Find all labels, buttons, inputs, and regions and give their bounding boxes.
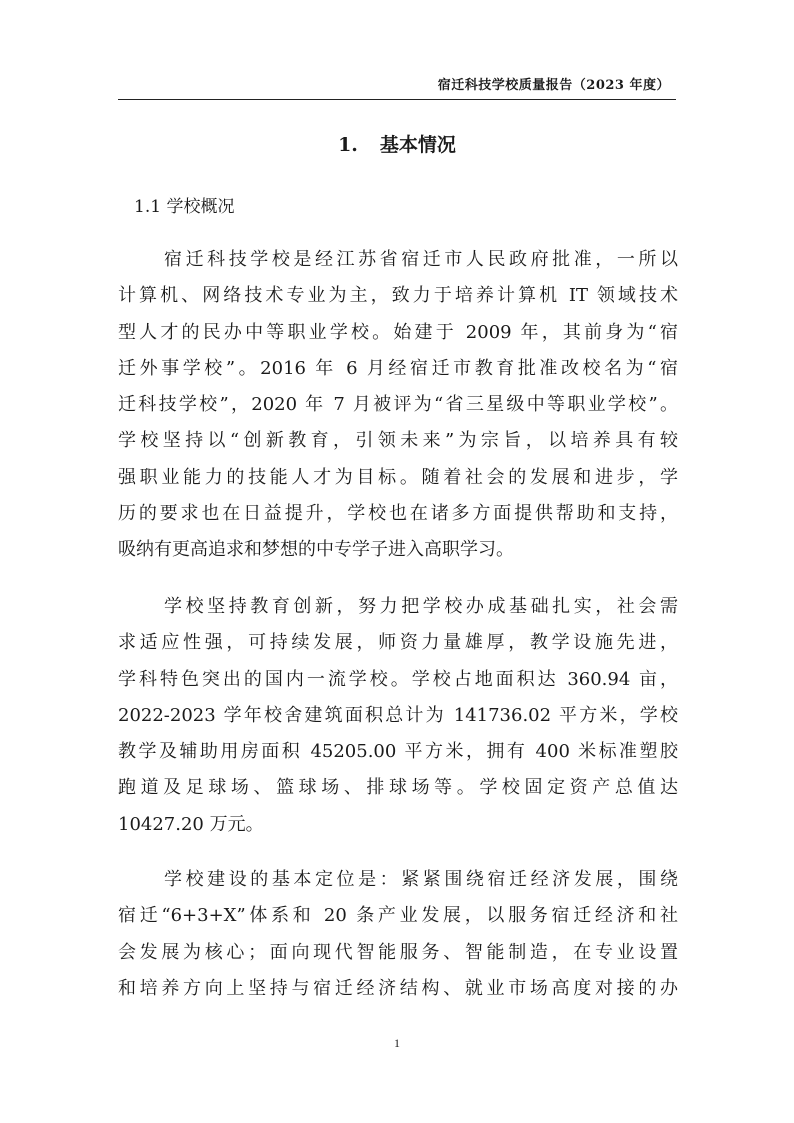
paragraph-facilities <box>118 589 678 843</box>
chapter-title: 基本情况 <box>379 134 456 156</box>
paragraph-line: 2022-2023 学年校舍建筑面积总计为 141736.02 平方米，学校 <box>118 704 678 726</box>
paragraph-line: 学校坚持以“创新教育，引领未来”为宗旨，以培养具有较 <box>118 430 678 452</box>
paragraph-line: 吸纳有更高追求和梦想的中专学子进入高职学习。 <box>118 539 514 561</box>
paragraph-line: 学科特色突出的国内一流学校。学校占地面积达 360.94 亩， <box>118 668 678 690</box>
header-divider <box>118 99 676 100</box>
paragraph-line: 宿迁“6+3+X”体系和 20 条产业发展，以服务宿迁经济和社 <box>118 905 678 927</box>
paragraph-school-overview <box>118 242 678 569</box>
paragraph-line: 学校坚持教育创新，努力把学校办成基础扎实，社会需 <box>164 596 678 617</box>
paragraph-line: 宿迁科技学校是经江苏省宿迁市人民政府批准，一所以 <box>164 249 678 270</box>
paragraph-line: 迁外事学校”。2016 年 6 月经宿迁市教育批准改校名为“宿 <box>118 357 678 379</box>
paragraph-line: 10427.20 万元。 <box>118 813 264 835</box>
paragraph-line: 求适应性强，可持续发展，师资力量雄厚，教学设施先进， <box>118 632 678 654</box>
chapter-heading <box>0 130 794 157</box>
paragraph-line: 型人才的民办中等职业学校。始建于 2009 年，其前身为“宿 <box>118 321 678 343</box>
paragraph-line: 历的要求也在日益提升，学校也在诸多方面提供帮助和支持， <box>118 503 678 525</box>
page-number: 1 <box>394 1036 400 1050</box>
paragraph-line: 跑道及足球场、篮球场、排球场等。学校固定资产总值达 <box>118 777 678 799</box>
paragraph-line: 迁科技学校”，2020 年 7 月被评为“省三星级中等职业学校”。 <box>118 394 678 416</box>
section-heading: 1.1 学校概况 <box>134 197 235 217</box>
paragraph-positioning <box>118 862 678 1007</box>
paragraph-line: 强职业能力的技能人才为目标。随着社会的发展和进步，学 <box>118 466 678 488</box>
paragraph-line: 计算机、网络技术专业为主，致力于培养计算机 IT 领域技术 <box>118 285 678 307</box>
chapter-number: 1. <box>338 134 358 156</box>
paragraph-line: 会发展为核心；面向现代智能服务、智能制造，在专业设置 <box>118 941 678 963</box>
paragraph-line: 学校建设的基本定位是：紧紧围绕宿迁经济发展，围绕 <box>164 869 678 890</box>
paragraph-line: 和培养方向上坚持与宿迁经济结构、就业市场高度对接的办 <box>118 977 678 999</box>
paragraph-line: 教学及辅助用房面积 45205.00 平方米，拥有 400 米标准塑胶 <box>118 741 678 763</box>
running-header: 宿迁科技学校质量报告（2023 年度） <box>437 78 670 93</box>
